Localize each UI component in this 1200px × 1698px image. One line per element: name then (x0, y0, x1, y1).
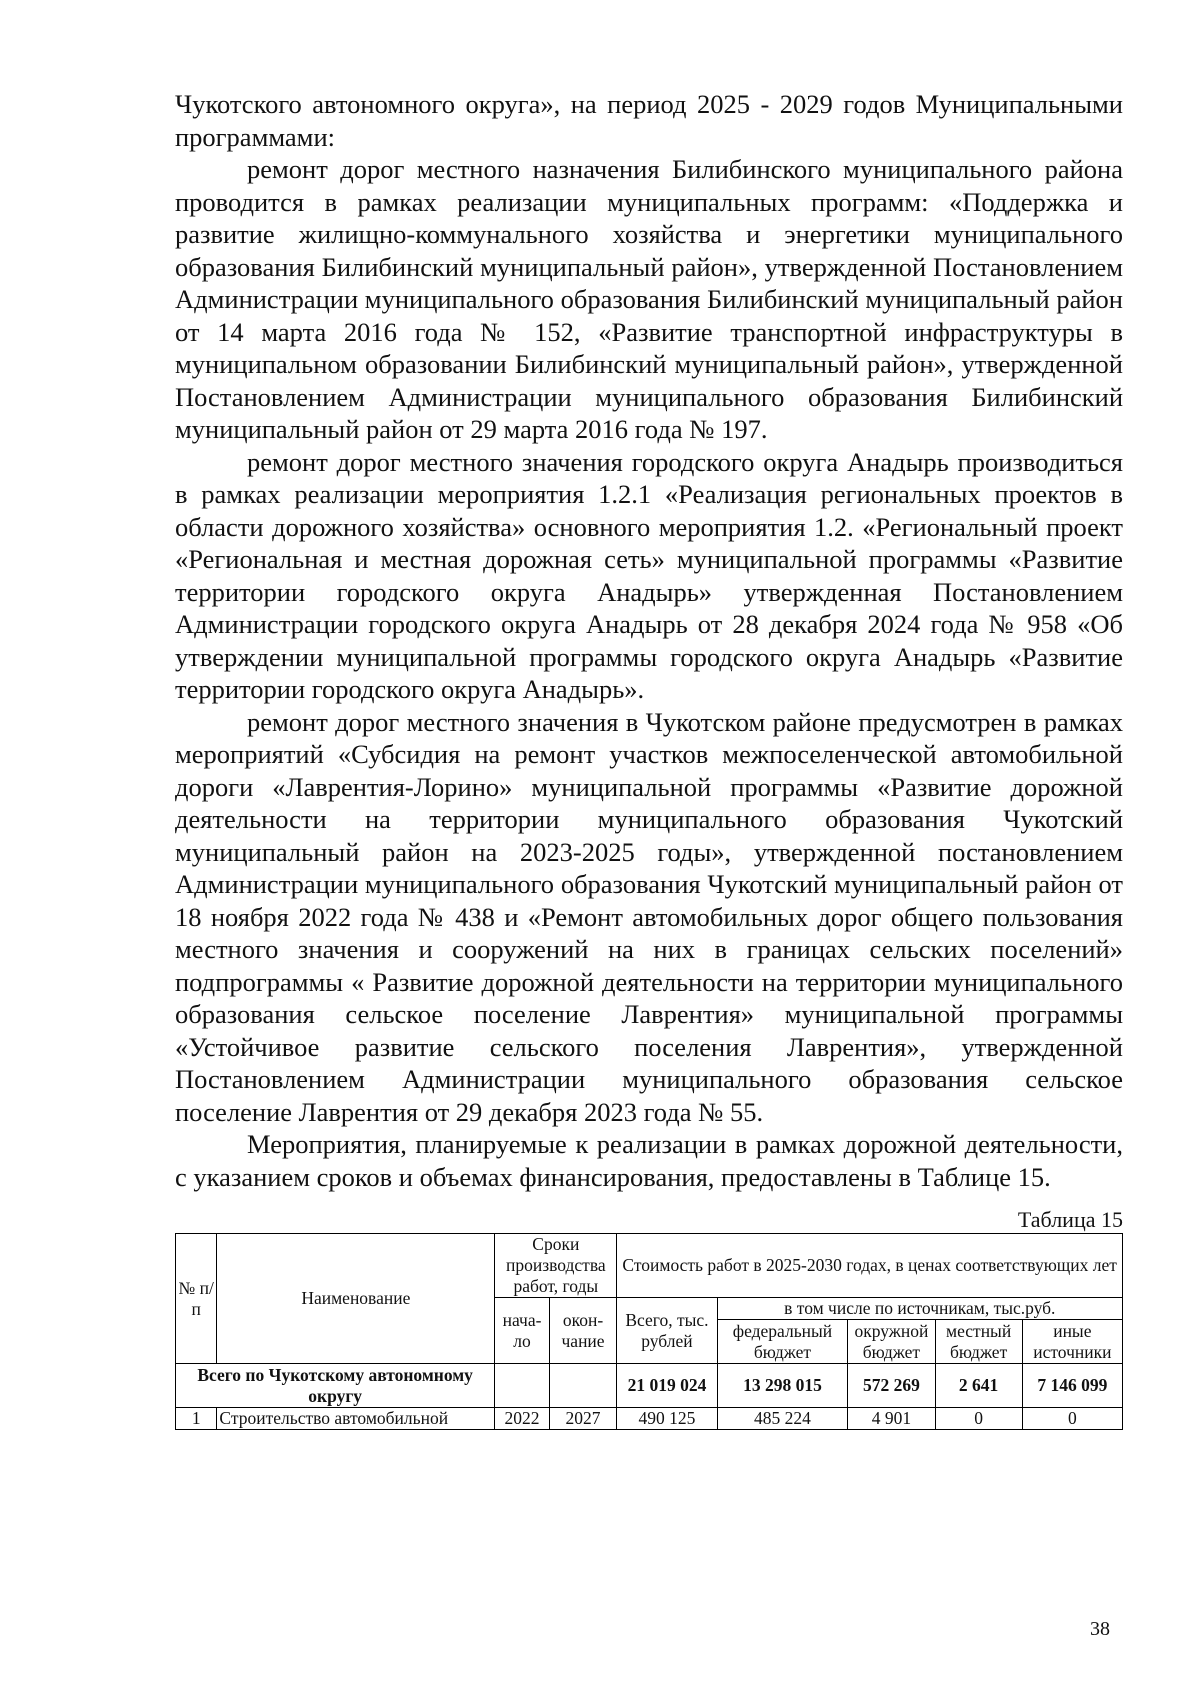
header-num: № п/п (176, 1234, 217, 1364)
page-number: 38 (1090, 1618, 1110, 1640)
table-row (176, 1408, 1123, 1430)
total-label: Всего по Чукотскому автономному округу (176, 1364, 495, 1408)
paragraph-1: Чукотского автономного округа», на период 2025 - 2029 годов Муниципальными программами: (175, 89, 1123, 152)
header-name: Наименование (217, 1234, 495, 1364)
row-local: 0 (935, 1408, 1022, 1430)
header-start: нача-ло (495, 1298, 549, 1364)
row-end: 2027 (549, 1408, 617, 1430)
total-start (495, 1364, 549, 1408)
row-total: 490 125 (617, 1408, 717, 1430)
document-page (175, 88, 1123, 1430)
row-federal: 485 224 (717, 1408, 848, 1430)
header-cost: Стоимость работ в 2025-2030 годах, в ценах соответствующих лет (617, 1234, 1123, 1298)
paragraph-4: ремонт дорог местного значения в Чукотском районе предусмотрен в рамках мероприятий «Субсидия на ремонт участков межпоселенческой автомобильной дороги «Лаврентия-Лорино» муниципальной программы «Развитие дорожной деятельности на территории муниципального образования Чукотский муниципальный район на 2023-2025 годы», утвержденной постановлением Администрации муниципального образования Чукотский муниципальный район от 18 ноября 2022 года № 438 и «Ремонт автомобильных дорог общего пользования местного значения и сооружений на них в границах сельских поселений» подпрограммы « Развитие дорожной деятельности на территории муниципального образования сельское поселение Лаврентия» муниципальной программы «Устойчивое развитие сельского поселения Лаврентия», утвержденной Постановлением Администрации муниципального образования сельское поселение Лаврентия от 29 декабря 2023 года № 55. (175, 706, 1123, 1127)
paragraph-5: Мероприятия, планируемые к реализации в рамках дорожной деятельности, с указанием сроков и объемах финансирования, предоставлены в Таблице 15. (175, 1129, 1123, 1192)
header-other: иные источники (1022, 1320, 1122, 1364)
row-start: 2022 (495, 1408, 549, 1430)
header-local: местный бюджет (935, 1320, 1022, 1364)
financing-table (175, 1233, 1123, 1430)
header-terms: Сроки производства работ, годы (495, 1234, 617, 1298)
row-name: Строительство автомобильной (217, 1408, 495, 1430)
header-federal: федеральный бюджет (717, 1320, 848, 1364)
header-total: Всего, тыс. рублей (617, 1298, 717, 1364)
total-district: 572 269 (848, 1364, 935, 1408)
table-caption: Таблица 15 (1017, 1207, 1123, 1232)
total-value: 21 019 024 (617, 1364, 717, 1408)
header-district: окружной бюджет (848, 1320, 935, 1364)
total-local: 2 641 (935, 1364, 1022, 1408)
total-federal: 13 298 015 (717, 1364, 848, 1408)
table-total-row (176, 1364, 1123, 1408)
total-end (549, 1364, 617, 1408)
header-sources: в том числе по источникам, тыс.руб. (717, 1298, 1122, 1320)
row-other: 0 (1022, 1408, 1122, 1430)
total-other: 7 146 099 (1022, 1364, 1122, 1408)
header-end: окон-чание (549, 1298, 617, 1364)
paragraph-2: ремонт дорог местного назначения Билибинского муниципального района проводится в рамках реализации муниципальных программ: «Поддержка и развитие жилищно-коммунального хозяйства и энергетики муниципального образования Билибинский муниципальный район», утвержденной Постановлением Администрации муниципального образования Билибинский муниципальный район от 14 марта 2016 года № 152, «Развитие транспортной инфраструктуры в муниципальном образовании Билибинский муниципальный район», утвержденной Постановлением Администрации муниципального образования Билибинский муниципальный район от 29 марта 2016 года № 197. (175, 154, 1123, 444)
paragraph-3: ремонт дорог местного значения городского округа Анадырь производиться в рамках реализации мероприятия 1.2.1 «Реализация региональных проектов в области дорожного хозяйства» основного мероприятия 1.2. «Региональный проект «Региональная и местная дорожная сеть» муниципальной программы «Развитие территории городского округа Анадырь» утвержденная Постановлением Администрации городского округа Анадырь от 28 декабря 2024 года № 958 «Об утверждении муниципальной программы городского округа Анадырь «Развитие территории городского округа Анадырь». (175, 446, 1123, 704)
row-district: 4 901 (848, 1408, 935, 1430)
row-num: 1 (176, 1408, 217, 1430)
